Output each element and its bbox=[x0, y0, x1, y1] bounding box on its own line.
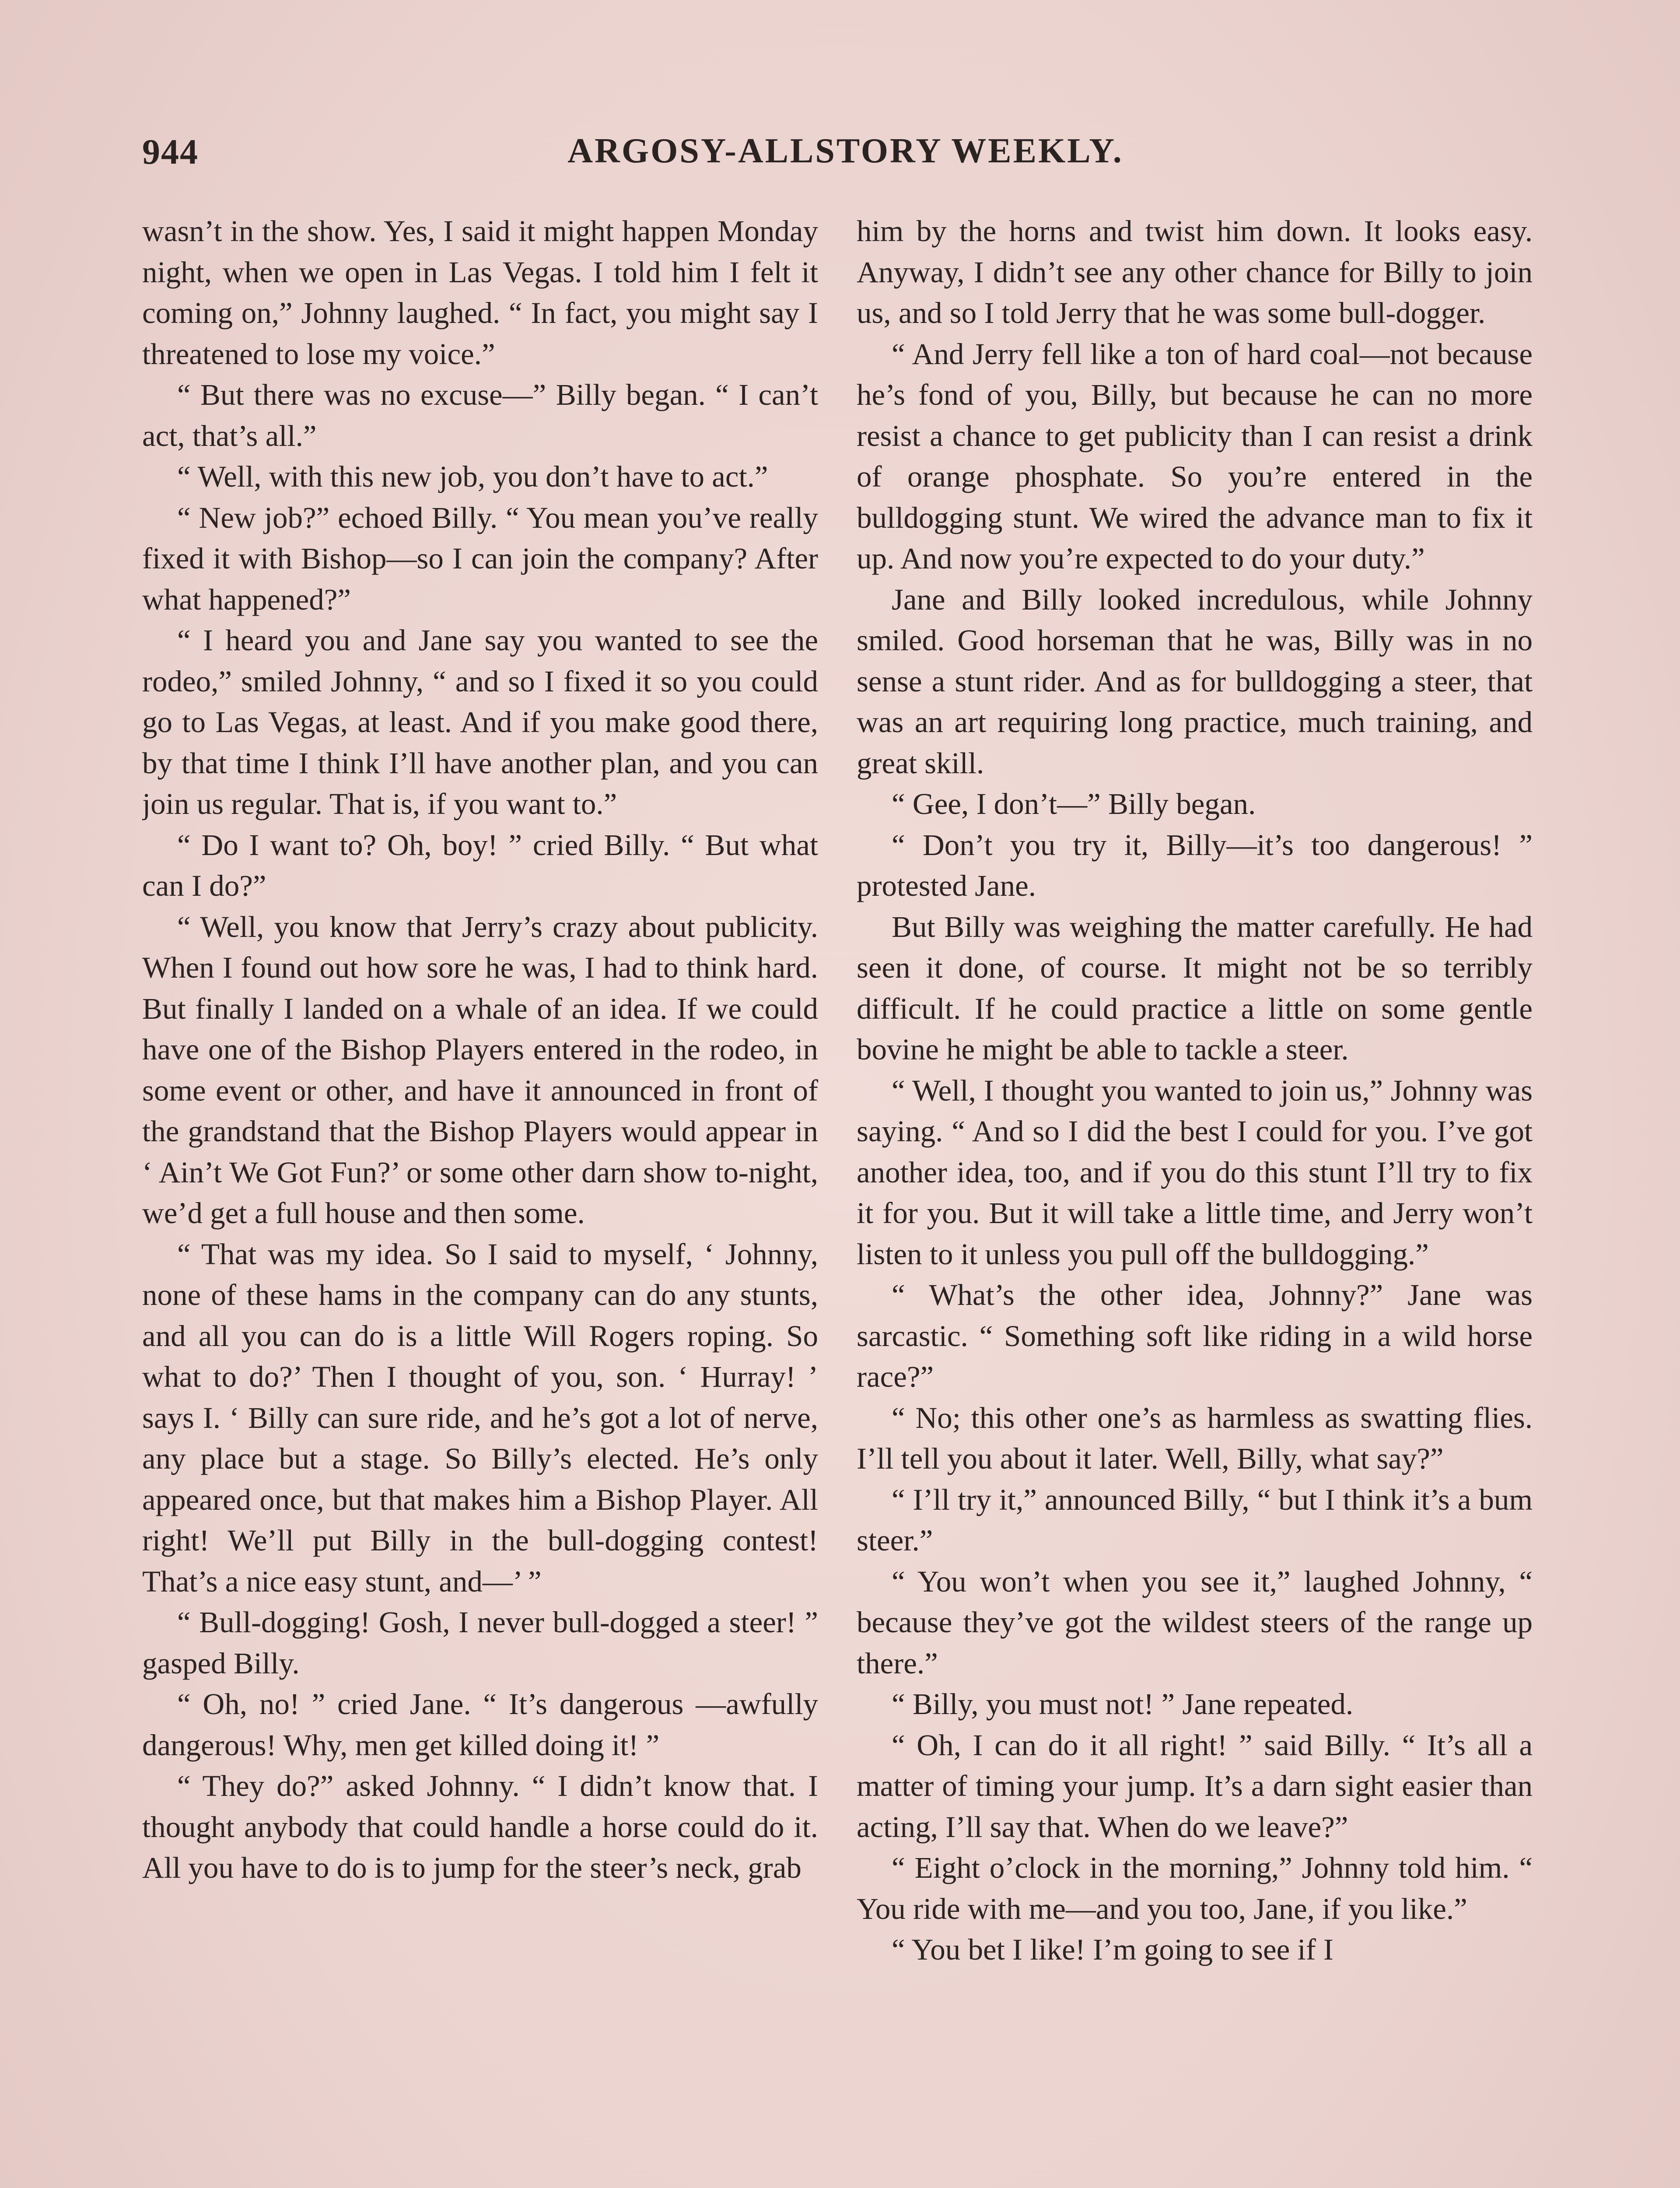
paragraph: him by the horns and twist him down. It looks easy. Anyway, I didn’t see any other chance for Billy to join us, and so I told Jerry that he was some bull-dogger. bbox=[857, 214, 1533, 330]
paragraph: “ I heard you and Jane say you wanted to see the rodeo,” smiled Johnny, “ and so I fixed it so you could go to Las Vegas, at least. And if you make good there, by that time I think I’ll have another plan, and you can join us regular. That is, if you want to.” bbox=[142, 624, 818, 820]
paragraph: “ No; this other one’s as harmless as swatting flies. I’ll tell you about it later. Well, Billy, what say?” bbox=[857, 1401, 1533, 1475]
paragraph: wasn’t in the show. Yes, I said it might happen Monday night, when we open in Las Vegas. I told him I felt it coming on,” Johnny laughed. “ In fact, you might say I threatened to lose my voice.” bbox=[142, 214, 818, 371]
paragraph: “ Bull-dogging! Gosh, I never bull-dogged a steer! ” gasped Billy. bbox=[142, 1606, 818, 1680]
paragraph: “ Don’t you try it, Billy—it’s too dangerous! ” protested Jane. bbox=[857, 828, 1533, 902]
paragraph: “ Well, I thought you wanted to join us,” Johnny was saying. “ And so I did the best I could for you. I’ve got another idea, too, and if you do this stunt I’ll try to fix it for you. But it will take a little time, and Jerry won’t listen to it unless you pull off the bulldogging.” bbox=[857, 1073, 1533, 1271]
paragraph: “ Do I want to? Oh, boy! ” cried Billy. “ But what can I do?” bbox=[142, 828, 818, 902]
paragraph: “ You bet I like! I’m going to see if I bbox=[892, 1933, 1334, 1966]
paragraph: “ Oh, I can do it all right! ” said Billy. “ It’s all a matter of timing your jump. It’s a darn sight easier than acting, I’ll say that. When do we leave?” bbox=[857, 1728, 1533, 1844]
paragraph: “ I’ll try it,” announced Billy, “ but I think it’s a bum steer.” bbox=[857, 1483, 1533, 1557]
page-header bbox=[142, 131, 1549, 179]
paragraph: “ Billy, you must not! ” Jane repeated. bbox=[892, 1687, 1354, 1721]
paragraph: “ But there was no excuse—” Billy began. “ I can’t act, that’s all.” bbox=[142, 378, 818, 452]
paragraph: “ Oh, no! ” cried Jane. “ It’s dangerous —awfully dangerous! Why, men get killed doing it! ” bbox=[142, 1687, 818, 1762]
paragraph: “ Well, you know that Jerry’s crazy about publicity. When I found out how sore he was, I had to think hard. But finally I landed on a whale of an idea. If we could have one of the Bishop Players entered in the rodeo, in some event or other, and have it announced in front of the grandstand that the Bishop Players would appear in ‘ Ain’t We Got Fun?’ or some other darn show to-night, we’d get a full house and then some. bbox=[142, 910, 818, 1230]
paragraph: “ Gee, I don’t—” Billy began. bbox=[892, 787, 1256, 820]
running-head: ARGOSY-ALLSTORY WEEKLY. bbox=[567, 132, 1124, 170]
paragraph: “ They do?” asked Johnny. “ I didn’t know that. I thought anybody that could handle a horse could do it. All you have to do is to jump for the steer’s neck, grab bbox=[142, 1769, 818, 1884]
paragraph: “ New job?” echoed Billy. “ You mean you’ve really fixed it with Bishop—so I can join the company? After what happened?” bbox=[142, 501, 818, 616]
paragraph: But Billy was weighing the matter carefully. He had seen it done, of course. It might not be so terribly difficult. If he could practice a little on some gentle bovine he might be able to tackle a steer. bbox=[857, 910, 1533, 1066]
paragraph: “ And Jerry fell like a ton of hard coal—not because he’s fond of you, Billy, but because he can no more resist a chance to get publicity than I can resist a drink of orange phosphate. So you’re entered in the bulldogging stunt. We wired the advance man to fix it up. And now you’re expected to do your duty.” bbox=[857, 337, 1533, 575]
paragraph: “ Eight o’clock in the morning,” Johnny told him. “ You ride with me—and you too, Jane, if you like.” bbox=[857, 1851, 1533, 1925]
paragraph: Jane and Billy looked incredulous, while Johnny smiled. Good horseman that he was, Billy was in no sense a stunt rider. And as for bulldogging a steer, that was an art requiring long practice, much training, and great skill. bbox=[857, 582, 1533, 780]
paragraph: “ You won’t when you see it,” laughed Johnny, “ because they’ve got the wildest steers of the range up there.” bbox=[857, 1564, 1533, 1680]
left-column bbox=[142, 211, 818, 2188]
paragraph: “ What’s the other idea, Johnny?” Jane was sarcastic. “ Something soft like riding in a wild horse race?” bbox=[857, 1278, 1533, 1393]
paragraph: “ That was my idea. So I said to myself, ‘ Johnny, none of these hams in the company can do any stunts, and all you can do is a little Will Rogers roping. So what to do?’ Then I thought of you, son. ‘ Hurray! ’ says I. ‘ Billy can sure ride, and he’s got a lot of nerve, any place but a stage. So Billy’s elected. He’s only appeared once, but that makes him a Bishop Player. All right! We’ll put Billy in the bull-dogging contest! That’s a nice easy stunt, and—’ ” bbox=[142, 1237, 818, 1598]
paragraph: “ Well, with this new job, you don’t have to act.” bbox=[177, 460, 768, 493]
right-column bbox=[857, 211, 1533, 2188]
page-number: 944 bbox=[142, 132, 199, 172]
